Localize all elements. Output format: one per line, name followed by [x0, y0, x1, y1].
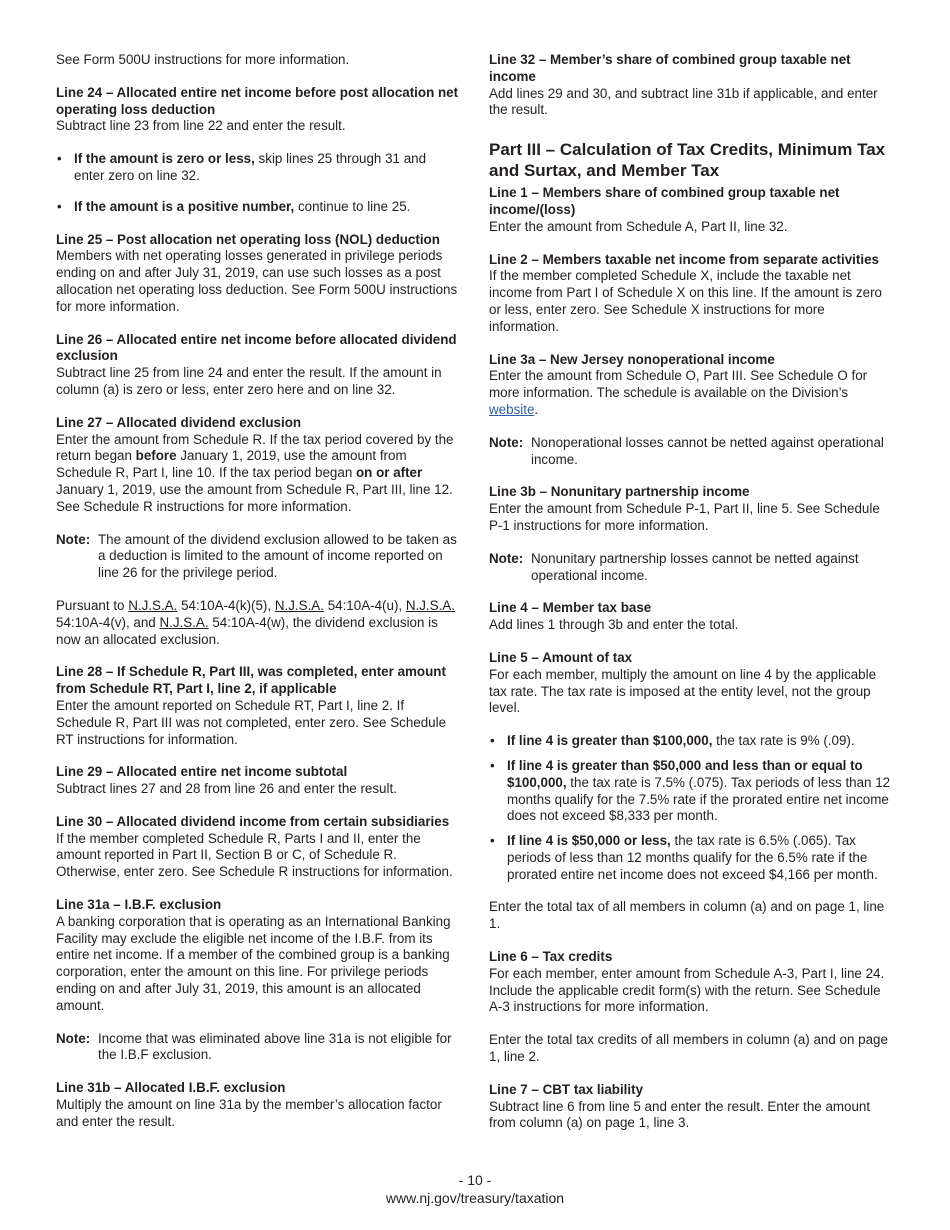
njsa-citation: N.J.S.A. [159, 614, 209, 630]
line-25-body: Members with net operating losses generated in privilege periods ending on and after July 31, 2019, can use such losses as a post allocation net operating loss deduction. See Form 500U instructions for more information. [56, 248, 458, 314]
line-24-bullet-positive: • If the amount is a positive number, continue to line 25. [56, 199, 460, 216]
line-31b-body: Multiply the amount on line 31a by the member’s allocation factor and enter the result. [56, 1097, 442, 1129]
part-3-title: Part III – Calculation of Tax Credits, Minimum Tax and Surtax, and Member Tax [489, 140, 886, 181]
rate-bullet-7-5: • If line 4 is greater than $50,000 and less than or equal to $100,000, the tax rate is 7.5% (.075). Tax periods of less than 12 months qualify for the 7.5% rate if the prorated entire net income does not exceed $8,333 per month. [489, 758, 895, 825]
website-link[interactable]: website [489, 401, 535, 417]
line-29-heading: Line 29 – Allocated entire net income subtotal [56, 764, 348, 780]
line-29-body: Subtract lines 27 and 28 from line 26 and enter the result. [56, 781, 397, 797]
intro-paragraph [56, 52, 460, 69]
line-26-body: Subtract line 25 from line 24 and enter the result. If the amount in column (a) is zero or less, enter zero here and on line 32. [56, 365, 442, 397]
line-28-body: Enter the amount reported on Schedule RT, Part I, line 2. If Schedule R, Part III was not completed, enter zero. See Schedule RT instructions for information. [56, 697, 447, 747]
part3-line-3b-heading: Line 3b – Nonunitary partnership income [489, 484, 750, 500]
line-32-heading: Line 32 – Member’s share of combined group taxable net income [489, 52, 851, 84]
section-part3-line-4 [489, 600, 895, 634]
note-label: Note: [489, 434, 524, 450]
line-31a-heading: Line 31a – I.B.F. exclusion [56, 897, 222, 913]
line-24-bullets [56, 151, 460, 215]
line-31a-note [56, 1031, 460, 1065]
line-31a-body: A banking corporation that is operating as an International Banking Facility may exclude the eligible net income of the I.B.F. from its entire net income. If a member of the combined group is a banking corporation, enter the amount on this line. For privilege periods ending on and after July 31, 2019, this amount is an allocated amount. [56, 913, 451, 1013]
part3-line-5-bullets [489, 733, 895, 883]
njsa-citation: N.J.S.A. [405, 597, 455, 613]
section-line-26 [56, 332, 460, 399]
part3-line-6-total: Enter the total tax credits of all members in column (a) and on page 1, line 2. [489, 1032, 888, 1065]
note-label: Note: [489, 550, 524, 566]
right-column [489, 52, 895, 1148]
intro-text: See Form 500U instructions for more information. [56, 52, 350, 67]
line-26-heading: Line 26 – Allocated entire net income before allocated dividend exclusion [56, 331, 457, 364]
section-part3-line-3b [489, 484, 895, 584]
part3-line-1-heading: Line 1 – Members share of combined group taxable net income/(loss) [489, 185, 840, 217]
part3-line-3b-body: Enter the amount from Schedule P-1, Part II, line 5. See Schedule P-1 instructions for more information. [489, 501, 880, 533]
line-30-heading: Line 30 – Allocated dividend income from certain subsidiaries [56, 813, 450, 829]
section-line-25 [56, 232, 460, 316]
section-line-29 [56, 764, 460, 798]
part3-line-2-heading: Line 2 – Members taxable net income from separate activities [489, 251, 879, 267]
section-line-28 [56, 664, 460, 748]
line-31b-heading: Line 31b – Allocated I.B.F. exclusion [56, 1080, 286, 1096]
section-line-30 [56, 814, 460, 881]
section-line-31a [56, 897, 460, 1064]
section-part3-line-6 [489, 949, 895, 1066]
left-column [56, 52, 460, 1147]
part3-line-4-body: Add lines 1 through 3b and enter the total. [489, 617, 739, 633]
rate-bullet-9: • If line 4 is greater than $100,000, the tax rate is 9% (.09). [489, 733, 895, 750]
rate-bullet-6-5: • If line 4 is $50,000 or less, the tax rate is 6.5% (.065). Tax periods of less than 12 months qualify for the 6.5% rate if the prorated entire net income does not exceed $4,166 per month. [489, 833, 895, 883]
note-text: Nonoperational losses cannot be netted against operational income. [531, 434, 884, 467]
section-part3-line-2 [489, 252, 895, 336]
section-part3-line-3a [489, 352, 895, 469]
part3-line-1-body: Enter the amount from Schedule A, Part II, line 32. [489, 218, 788, 234]
note-label: Note: [56, 531, 91, 547]
line-24-bullet-zero: • If the amount is zero or less, skip lines 25 through 31 and enter zero on line 32. [56, 151, 460, 185]
section-line-27 [56, 415, 460, 649]
part3-line-3b-note [489, 551, 895, 585]
note-text: Nonunitary partnership losses cannot be netted against operational income. [531, 550, 859, 583]
part3-line-7-heading: Line 7 – CBT tax liability [489, 1081, 644, 1097]
part3-line-3a-heading: Line 3a – New Jersey nonoperational income [489, 351, 775, 367]
line-30-body: If the member completed Schedule R, Parts I and II, enter the amount reported in Part II, Section B or C, of Schedule R. Otherwise, enter zero. See Schedule R instructions for information. [56, 830, 453, 880]
part3-line-7-body: Subtract line 6 from line 5 and enter the result. Enter the amount from column (a) on page 1, line 3. [489, 1098, 871, 1131]
line-27-note [56, 532, 460, 582]
part3-line-3a-note [489, 435, 895, 469]
part3-line-5-total: Enter the total tax of all members in column (a) and on page 1, line 1. [489, 899, 885, 932]
section-part3-line-7 [489, 1082, 895, 1132]
part3-line-5-heading: Line 5 – Amount of tax [489, 649, 633, 665]
part3-line-6-body: For each member, enter amount from Schedule A-3, Part I, line 24. Include the applicable credit form(s) with the return. See Schedule A-3 instructions for more information. [489, 965, 885, 1015]
pursuant-paragraph: Pursuant to N.J.S.A. 54:10A-4(k)(5), N.J.S.A. 54:10A-4(u), N.J.S.A. 54:10A-4(v), and N.J.S.A. 54:10A-4(w), the dividend exclusion is now an allocated exclusion. [56, 597, 455, 647]
line-24-heading: Line 24 – Allocated entire net income before post allocation net operating loss deduction [56, 84, 459, 117]
note-text: The amount of the dividend exclusion allowed to be taken as a deduction is limited to the amount of income reported on line 26 for the privilege period. [98, 531, 457, 581]
line-25-heading: Line 25 – Post allocation net operating loss (NOL) deduction [56, 231, 440, 247]
section-line-32 [489, 52, 895, 119]
part3-line-2-body: If the member completed Schedule X, include the taxable net income from Part I of Schedule X on this line. If the amount is zero or less, enter zero. See Schedule X instructions for more information. [489, 268, 882, 334]
page-number: - 10 - [458, 1172, 492, 1188]
njsa-citation: N.J.S.A. [274, 597, 324, 613]
part3-line-6-heading: Line 6 – Tax credits [489, 949, 613, 965]
footer-url: www.nj.gov/treasury/taxation [385, 1190, 565, 1206]
part3-line-4-heading: Line 4 – Member tax base [489, 600, 652, 616]
line-32-body: Add lines 29 and 30, and subtract line 31b if applicable, and enter the result. [489, 85, 878, 118]
note-label: Note: [56, 1030, 91, 1046]
note-text: Income that was eliminated above line 31a is not eligible for the I.B.F exclusion. [98, 1030, 452, 1063]
njsa-citation: N.J.S.A. [128, 597, 178, 613]
part3-line-5-body: For each member, multiply the amount on line 4 by the applicable tax rate. The tax rate is imposed at the entity level, not the group level. [489, 666, 877, 716]
line-24-body: Subtract line 23 from line 22 and enter the result. [56, 118, 346, 134]
section-line-24 [56, 85, 460, 216]
part3-line-3a-body: Enter the amount from Schedule O, Part III. See Schedule O for more information. The schedule is available on the Division’s website. [489, 368, 868, 417]
line-27-heading: Line 27 – Allocated dividend exclusion [56, 414, 302, 430]
section-part3-line-1 [489, 185, 895, 235]
section-part3-line-5 [489, 650, 895, 933]
line-28-heading: Line 28 – If Schedule R, Part III, was completed, enter amount from Schedule RT, Part I, line 2, if applicable [56, 664, 446, 697]
line-27-body: Enter the amount from Schedule R. If the tax period covered by the return began before January 1, 2019, use the amount from Schedule R, Part I, line 10. If the tax period began on or after January 1, 2019, use the amount from Schedule R, Part III, line 12. See Schedule R instructions for more information. [56, 431, 454, 514]
section-line-31b [56, 1080, 460, 1130]
